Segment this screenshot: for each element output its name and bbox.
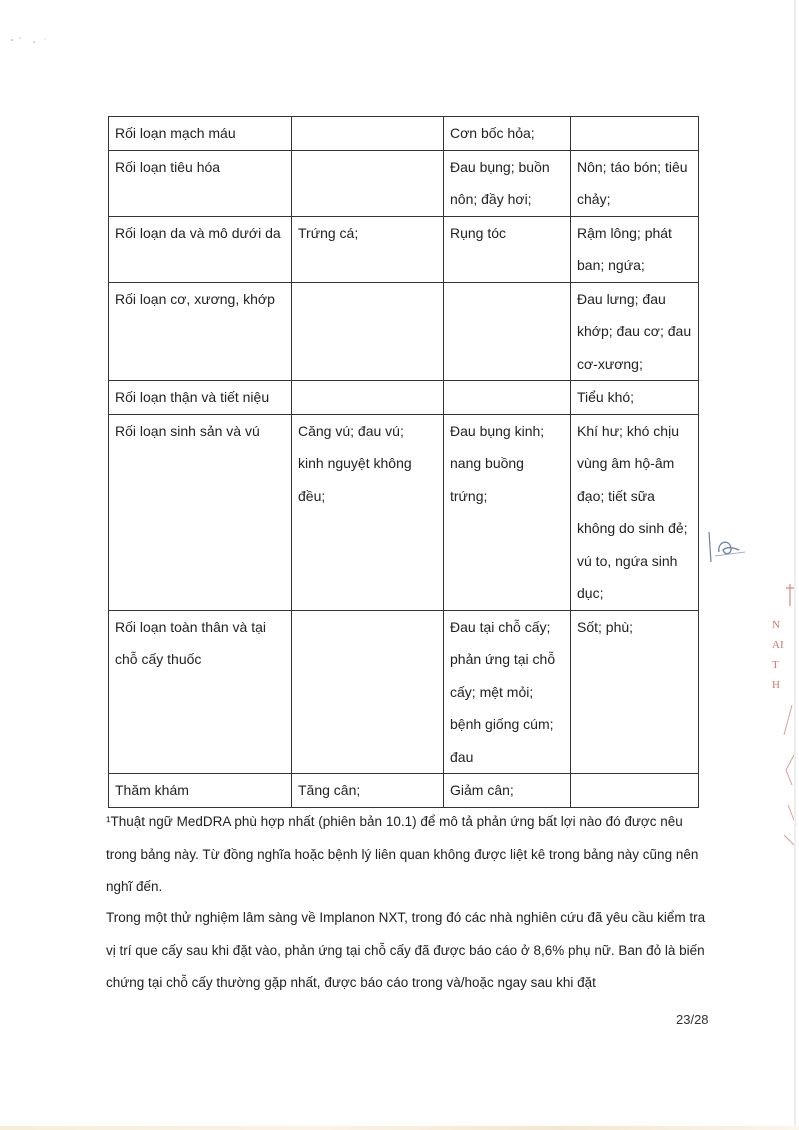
table-cell: Đau tại chỗ cấy; phản ứng tại chỗ cấy; mệt mỏi; bệnh giống cúm; đau [444, 610, 571, 774]
table-cell: Căng vú; đau vú; kinh nguyệt không đều; [292, 414, 444, 610]
signature-mark [705, 528, 753, 568]
table-cell: Cơn bốc hỏa; [444, 117, 571, 151]
table-footnote: ¹Thuật ngữ MedDRA phù hợp nhất (phiên bản 10.1) để mô tả phản ứng bất lợi nào đó được nêu trong bảng này. Từ đồng nghĩa hoặc bệnh lý liên quan không được liệt kê trong bảng này cũng nên nghĩ đến. [106, 814, 699, 894]
table-cell: Khí hư; khó chịu vùng âm hộ-âm đạo; tiết sữa không do sinh đẻ; vú to, ngứa sinh dục; [571, 414, 699, 610]
table-row [109, 381, 699, 415]
table-cell-organ-class: Rối loạn cơ, xương, khớp [109, 282, 292, 381]
stamp-letter: AI [772, 639, 784, 651]
table-cell-organ-class: Rối loạn thận và tiết niệu [109, 381, 292, 415]
stamp-letter: N [772, 619, 780, 631]
table-cell: Sốt; phù; [571, 610, 699, 774]
table-cell: Đau bụng kinh; nang buồng trứng; [444, 414, 571, 610]
stamp-letter: T [772, 659, 779, 671]
scan-bottom-edge [0, 1126, 799, 1130]
table-cell: Tiểu khó; [571, 381, 699, 415]
page-number: 23/28 [676, 1012, 709, 1027]
table-cell [444, 381, 571, 415]
table-cell [571, 774, 699, 808]
table-cell: Đau lưng; đau khớp; đau cơ; đau cơ-xương; [571, 282, 699, 381]
table-cell [292, 282, 444, 381]
table-cell: Rậm lông; phát ban; ngứa; [571, 216, 699, 282]
table-cell [292, 117, 444, 151]
table-cell-organ-class: Rối loạn mạch máu [109, 117, 292, 151]
scan-specks [0, 30, 60, 50]
body-paragraph: Trong một thử nghiệm lâm sàng về Implanon NXT, trong đó các nhà nghiên cứu đã yêu cầu kiểm tra vị trí que cấy sau khi đặt vào, phản ứng tại chỗ cấy đã được báo cáo ở 8,6% phụ nữ. Ban đỏ là biến chứng tại chỗ cấy thường gặp nhất, được báo cáo trong và/hoặc ngay sau khi đặt [106, 910, 706, 990]
table-cell-organ-class: Rối loạn da và mô dưới da [109, 216, 292, 282]
table-cell-organ-class: Rối loạn tiêu hóa [109, 150, 292, 216]
table-cell [444, 282, 571, 381]
table-row [109, 774, 699, 808]
table-row [109, 610, 699, 774]
table-row [109, 117, 699, 151]
table-cell [292, 610, 444, 774]
table-row [109, 414, 699, 610]
table-cell-organ-class: Thăm khám [109, 774, 292, 808]
table-cell: Tăng cân; [292, 774, 444, 808]
table-cell: Giảm cân; [444, 774, 571, 808]
table-row [109, 282, 699, 381]
table-cell: Đau bụng; buồn nôn; đầy hơi; [444, 150, 571, 216]
table-cell: Trứng cá; [292, 216, 444, 282]
table-cell-organ-class: Rối loạn toàn thân và tại chỗ cấy thuốc [109, 610, 292, 774]
table-row [109, 216, 699, 282]
scan-edge [794, 0, 796, 1130]
adverse-reactions-table [108, 116, 699, 808]
table-cell [292, 381, 444, 415]
table-cell-organ-class: Rối loạn sinh sản và vú [109, 414, 292, 610]
table-cell [571, 117, 699, 151]
table-cell [292, 150, 444, 216]
stamp-letter: H [772, 679, 780, 691]
table-cell: Nôn; táo bón; tiêu chảy; [571, 150, 699, 216]
table-cell: Rụng tóc [444, 216, 571, 282]
table-row [109, 150, 699, 216]
